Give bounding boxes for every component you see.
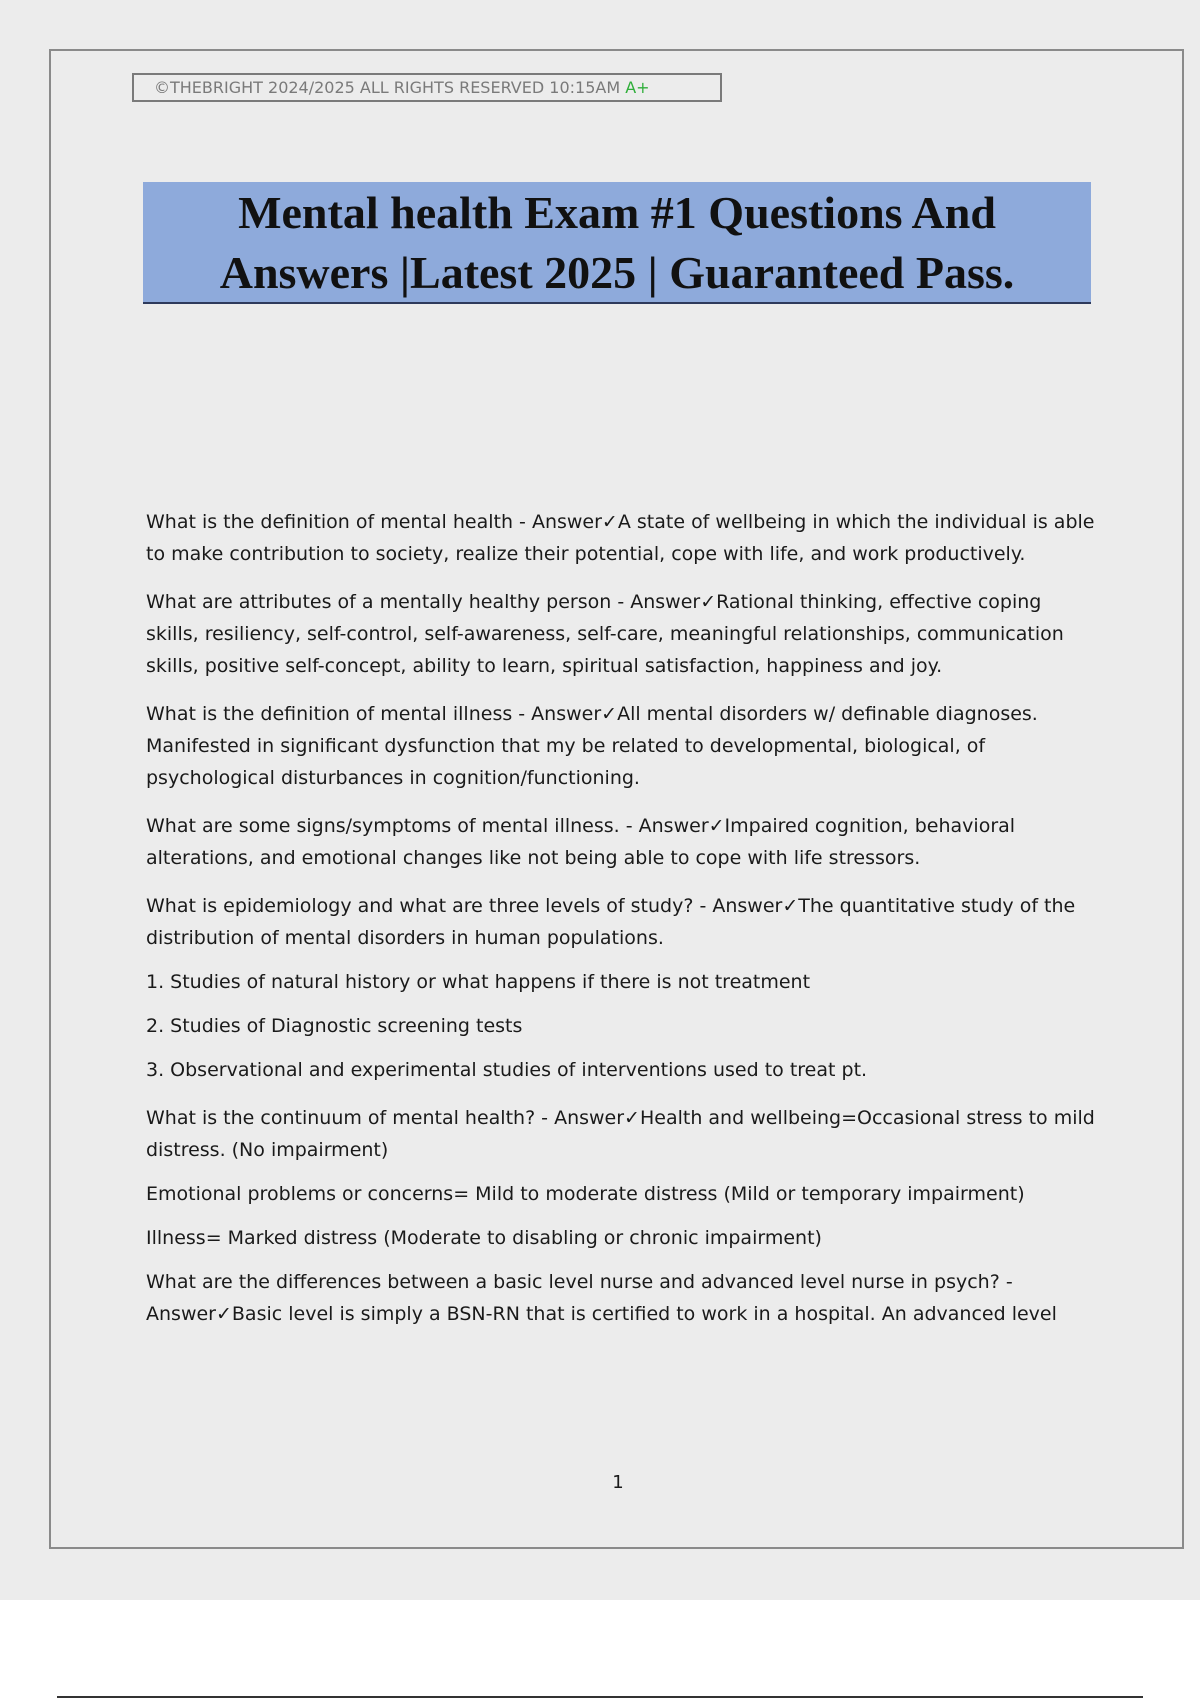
qa-paragraph: What is the definition of mental health - Answer✓A state of wellbeing in which the individual is able to make contribution to society, realize their potential, cope with life, and work productively. [146, 511, 1095, 565]
list-item: 1. Studies of natural history or what happens if there is not treatment [146, 971, 811, 993]
qa-paragraph: Emotional problems or concerns= Mild to moderate distress (Mild or temporary impairment) [146, 1183, 1025, 1205]
copyright-text: ©THEBRIGHT 2024/2025 ALL RIGHTS RESERVED 10:15AM [154, 78, 621, 97]
qa-paragraph: What are some signs/symptoms of mental illness. - Answer✓Impaired cognition, behavioral alterations, and emotional changes like not being able to cope with life stressors. [146, 815, 1016, 869]
bottom-divider [57, 1696, 1143, 1698]
qa-paragraph: Illness= Marked distress (Moderate to disabling or chronic impairment) [146, 1227, 822, 1249]
qa-content [146, 506, 1096, 1346]
qa-paragraph: What is epidemiology and what are three levels of study? - Answer✓The quantitative study of the distribution of mental disorders in human populations. [146, 895, 1076, 949]
qa-paragraph: What are the differences between a basic level nurse and advanced level nurse in psych? - Answer✓Basic level is simply a BSN-RN that is certified to work in a hospital. An advanced level [146, 1271, 1057, 1325]
title-line-1: Mental health Exam #1 Questions And [238, 187, 996, 238]
copyright-header [132, 73, 722, 102]
grade-badge: A+ [625, 78, 650, 97]
qa-paragraph: What are attributes of a mentally healthy person - Answer✓Rational thinking, effective coping skills, resiliency, self-control, self-awareness, self-care, meaningful relationships, communication skills, positive self-concept, ability to learn, spiritual satisfaction, happiness and joy. [146, 591, 1064, 677]
title-line-2: Answers |Latest 2025 | Guaranteed Pass. [219, 247, 1015, 298]
qa-paragraph: What is the continuum of mental health? - Answer✓Health and wellbeing=Occasional stress to mild distress. (No impairment) [146, 1107, 1095, 1161]
page-number: 1 [612, 1472, 624, 1493]
list-item: 2. Studies of Diagnostic screening tests [146, 1015, 523, 1037]
qa-paragraph: What is the definition of mental illness - Answer✓All mental disorders w/ definable diagnoses. Manifested in significant dysfunction that my be related to developmental, biological, of psychological disturbances in cognition/functioning. [146, 703, 1038, 789]
list-item: 3. Observational and experimental studies of interventions used to treat pt. [146, 1059, 868, 1081]
document-title [143, 182, 1091, 304]
